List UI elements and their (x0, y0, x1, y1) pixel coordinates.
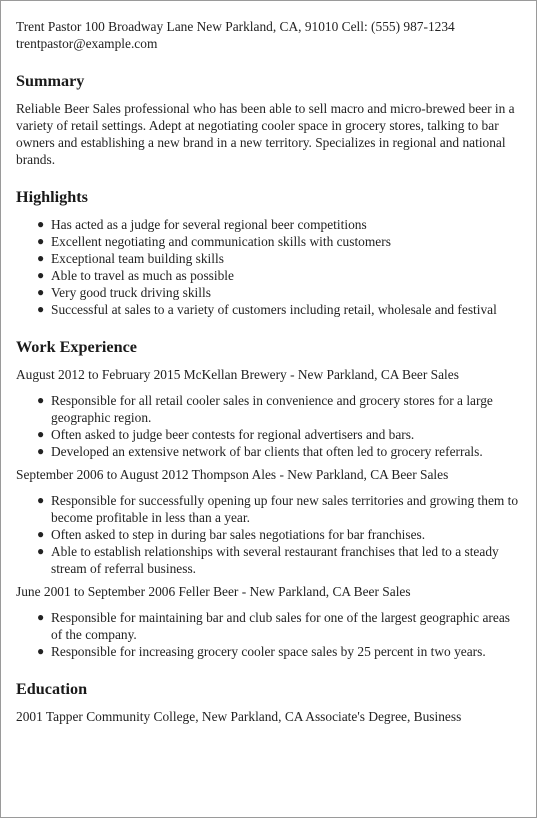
list-item (37, 492, 522, 526)
list-item (37, 426, 522, 443)
job-heading: June 2001 to September 2006 Feller Beer - New Parkland, CA Beer Sales (16, 584, 411, 599)
list-item (37, 301, 522, 318)
education-section (16, 679, 522, 725)
summary-text: Reliable Beer Sales professional who has been able to sell macro and micro-brewed beer in a variety of retail settings. Adept at negotiating cooler space in grocery stores, talking to bar owners and establishing a new brand in a new territory. Specializes in regional and national brands. (16, 101, 515, 167)
bullet-icon: ● (37, 527, 45, 541)
bullet-icon: ● (37, 393, 45, 407)
list-item (37, 643, 522, 660)
bullet-icon: ● (37, 285, 45, 299)
list-item (37, 250, 522, 267)
job-entry (16, 583, 522, 660)
job-entry (16, 366, 522, 460)
list-item (37, 443, 522, 460)
job-heading: August 2012 to February 2015 McKellan Brewery - New Parkland, CA Beer Sales (16, 367, 459, 382)
highlight-text: Excellent negotiating and communication skills with customers (51, 234, 391, 249)
resume-content (1, 1, 536, 725)
job-bullet-text: Responsible for all retail cooler sales in convenience and grocery stores for a large geographic region. (51, 393, 493, 425)
list-item (37, 609, 522, 643)
job-bullets (16, 392, 522, 460)
bullet-icon: ● (37, 644, 45, 658)
contact-header (16, 18, 522, 52)
list-item (37, 526, 522, 543)
job-bullet-text: Often asked to step in during bar sales negotiations for bar franchises. (51, 527, 426, 542)
contact-email: trentpastor@example.com (16, 36, 158, 51)
bullet-icon: ● (37, 234, 45, 248)
list-item (37, 543, 522, 577)
bullet-icon: ● (37, 493, 45, 507)
education-heading: Education (16, 680, 88, 698)
job-bullet-text: Developed an extensive network of bar clients that often led to grocery referrals. (51, 444, 483, 459)
education-entry: 2001 Tapper Community College, New Parkland, CA Associate's Degree, Business (16, 709, 462, 724)
job-entry (16, 466, 522, 577)
summary-section (16, 71, 522, 168)
job-bullet-text: Often asked to judge beer contests for regional advertisers and bars. (51, 427, 415, 442)
highlights-heading: Highlights (16, 188, 88, 206)
highlights-list (16, 216, 522, 318)
bullet-icon: ● (37, 251, 45, 265)
job-bullet-text: Responsible for maintaining bar and club sales for one of the largest geographic areas of the company. (51, 610, 510, 642)
bullet-icon: ● (37, 610, 45, 624)
bullet-icon: ● (37, 268, 45, 282)
job-heading: September 2006 to August 2012 Thompson Ales - New Parkland, CA Beer Sales (16, 467, 449, 482)
list-item (37, 267, 522, 284)
bullet-icon: ● (37, 217, 45, 231)
bullet-icon: ● (37, 444, 45, 458)
bullet-icon: ● (37, 427, 45, 441)
bullet-icon: ● (37, 302, 45, 316)
highlight-text: Successful at sales to a variety of customers including retail, wholesale and festival (51, 302, 497, 317)
highlight-text: Exceptional team building skills (51, 251, 224, 266)
highlights-section (16, 187, 522, 318)
experience-section (16, 337, 522, 660)
list-item (37, 233, 522, 250)
bullet-icon: ● (37, 544, 45, 558)
contact-line: Trent Pastor 100 Broadway Lane New Parkland, CA, 91010 Cell: (555) 987-1234 (16, 19, 455, 34)
highlight-text: Able to travel as much as possible (51, 268, 234, 283)
experience-heading: Work Experience (16, 338, 137, 356)
job-bullets (16, 492, 522, 577)
highlight-text: Very good truck driving skills (51, 285, 211, 300)
job-bullet-text: Able to establish relationships with several restaurant franchises that led to a steady stream of referral business. (51, 544, 499, 576)
job-bullet-text: Responsible for successfully opening up four new sales territories and growing them to become profitable in less than a year. (51, 493, 519, 525)
highlight-text: Has acted as a judge for several regional beer competitions (51, 217, 367, 232)
list-item (37, 392, 522, 426)
job-bullets (16, 609, 522, 660)
list-item (37, 216, 522, 233)
list-item (37, 284, 522, 301)
summary-heading: Summary (16, 72, 85, 90)
job-bullet-text: Responsible for increasing grocery cooler space sales by 25 percent in two years. (51, 644, 486, 659)
